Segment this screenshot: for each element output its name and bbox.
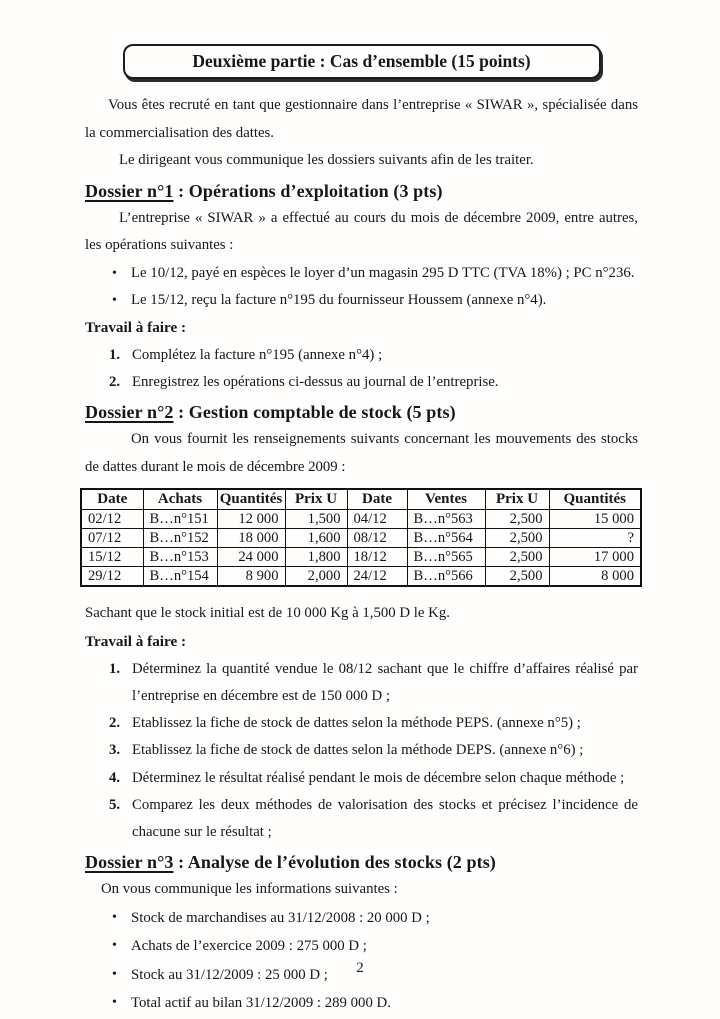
numbered-item-text: Etablissez la fiche de stock de dattes selon la méthode PEPS. (annexe n°5) ; (132, 715, 581, 732)
list-item (85, 287, 638, 314)
table-cell: B…n°565 (407, 548, 485, 567)
table-row (81, 510, 641, 529)
table-cell: B…n°564 (407, 529, 485, 548)
dossier1-bullet-list (85, 260, 638, 314)
list-item-text: Total actif au bilan 31/12/2009 : 289 000 D. (131, 994, 391, 1011)
numbered-item (85, 369, 638, 396)
table-cell: ? (549, 529, 641, 548)
dossier1-numbered-list (85, 342, 638, 396)
bullet-icon: • (112, 966, 117, 982)
table-cell: 8 900 (217, 567, 285, 587)
table-cell: 04/12 (347, 510, 407, 529)
item-number: 2. (109, 715, 121, 732)
bullet-icon: • (112, 292, 117, 308)
table-cell: 24 000 (217, 548, 285, 567)
table-cell: 07/12 (81, 529, 143, 548)
list-item-text: Stock de marchandises au 31/12/2008 : 20 000 D ; (131, 909, 430, 926)
dossier1-intro: L’entreprise « SIWAR » a effectué au cours du mois de décembre 2009, entre autres, les opérations suivantes : (85, 209, 638, 253)
list-item-text: Achats de l’exercice 2009 : 275 000 D ; (131, 938, 367, 955)
table-cell: 18/12 (347, 548, 407, 567)
table-cell: 8 000 (549, 567, 641, 587)
table-header-cell: Ventes (407, 489, 485, 510)
dossier2-heading (85, 399, 638, 425)
dossier3-heading (85, 849, 638, 875)
numbered-item (85, 656, 638, 710)
table-cell: 15/12 (81, 548, 143, 567)
list-item-text: Stock au 31/12/2009 : 25 000 D ; (131, 966, 328, 983)
bullet-icon: • (112, 994, 117, 1010)
item-number: 4. (109, 769, 121, 786)
table-cell: 15 000 (549, 510, 641, 529)
dossier1-heading (85, 178, 638, 204)
item-number: 3. (109, 742, 121, 759)
bullet-icon: • (112, 938, 117, 954)
table-row (81, 548, 641, 567)
table-cell: 17 000 (549, 548, 641, 567)
numbered-item (85, 342, 638, 369)
table-header-cell: Date (81, 489, 143, 510)
stock-movements-table (80, 488, 642, 587)
list-item (85, 904, 638, 932)
dossier3-heading-number: Dossier n°3 (85, 852, 174, 873)
table-cell: B…n°153 (143, 548, 217, 567)
table-header-cell: Achats (143, 489, 217, 510)
table-header-cell: Prix U (485, 489, 549, 510)
table-header-row (81, 489, 641, 510)
numbered-item-text: Comparez les deux méthodes de valorisation des stocks et précisez l’incidence de chacune sur le résultat ; (132, 796, 638, 841)
item-number: 5. (109, 796, 121, 813)
intro-paragraph-1: Vous êtes recruté en tant que gestionnaire dans l’entreprise « SIWAR », spécialisée dans la commercialisation des dattes. (85, 97, 638, 141)
intro-paragraph-2: Le dirigeant vous communique les dossiers suivants afin de les traiter. (119, 152, 534, 168)
dossier1-heading-number: Dossier n°1 (85, 180, 174, 201)
table-cell: 2,500 (485, 510, 549, 529)
table-cell: 1,500 (285, 510, 347, 529)
item-number: 1. (109, 660, 121, 677)
dossier3-heading-title: : Analyse de l’évolution des stocks (2 pts) (173, 852, 496, 873)
table-cell: 2,000 (285, 567, 347, 587)
list-item (85, 989, 638, 1017)
dossier2-heading-number: Dossier n°2 (85, 402, 174, 423)
list-item (85, 932, 638, 960)
dossier1-travail-label: Travail à faire : (85, 318, 187, 336)
bullet-icon: • (112, 909, 117, 925)
table-cell: B…n°154 (143, 567, 217, 587)
table-cell: B…n°563 (407, 510, 485, 529)
table-cell: 12 000 (217, 510, 285, 529)
table-cell: 1,800 (285, 548, 347, 567)
dossier2-travail-label: Travail à faire : (85, 632, 187, 650)
table-cell: 24/12 (347, 567, 407, 587)
list-item (85, 260, 638, 287)
item-number: 2. (109, 374, 121, 391)
table-cell: 18 000 (217, 529, 285, 548)
table-header-cell: Quantités (549, 489, 641, 510)
numbered-item-text: Etablissez la fiche de stock de dattes selon la méthode DEPS. (annexe n°6) ; (132, 742, 584, 759)
page-number: 2 (356, 960, 364, 976)
numbered-item-text: Complétez la facture n°195 (annexe n°4) ; (132, 346, 383, 363)
table-header-cell: Prix U (285, 489, 347, 510)
numbered-item (85, 737, 638, 764)
numbered-item (85, 792, 638, 846)
bullet-icon: • (112, 265, 117, 281)
table-cell: 2,500 (485, 529, 549, 548)
table-cell: 29/12 (81, 567, 143, 587)
dossier1-heading-title: : Opérations d’exploitation (3 pts) (173, 180, 443, 201)
numbered-item (85, 710, 638, 737)
numbered-item-text: Enregistrez les opérations ci-dessus au journal de l’entreprise. (132, 374, 499, 391)
table-cell: 2,500 (485, 548, 549, 567)
list-item-text: Le 10/12, payé en espèces le loyer d’un magasin 295 D TTC (TVA 18%) ; PC n°236. (131, 264, 635, 281)
numbered-item-text: Déterminez le résultat réalisé pendant le mois de décembre selon chaque méthode ; (132, 769, 625, 786)
numbered-item-text: Déterminez la quantité vendue le 08/12 sachant que le chiffre d’affaires réalisé par l’entreprise en décembre est de 150 000 D ; (132, 660, 638, 705)
table-row (81, 529, 641, 548)
numbered-item (85, 765, 638, 792)
dossier2-intro: On vous fournit les renseignements suivants concernant les mouvements des stocks de dattes durant le mois de décembre 2009 : (85, 431, 638, 475)
table-cell: 08/12 (347, 529, 407, 548)
dossier2-numbered-list (85, 656, 638, 846)
table-row (81, 567, 641, 587)
table-header-cell: Quantités (217, 489, 285, 510)
table-cell: 1,600 (285, 529, 347, 548)
table-cell: B…n°151 (143, 510, 217, 529)
item-number: 1. (109, 346, 121, 363)
dossier2-heading-title: : Gestion comptable de stock (5 pts) (173, 402, 456, 423)
list-item-text: Le 15/12, reçu la facture n°195 du fournisseur Houssem (annexe n°4). (131, 291, 547, 308)
table-cell: B…n°152 (143, 529, 217, 548)
dossier3-intro: On vous communique les informations suivantes : (101, 881, 398, 898)
page-title: Deuxième partie : Cas d’ensemble (15 points) (192, 51, 531, 71)
table-cell: B…n°566 (407, 567, 485, 587)
table-cell: 02/12 (81, 510, 143, 529)
title-box (123, 44, 601, 79)
table-header-cell: Date (347, 489, 407, 510)
table-cell: 2,500 (485, 567, 549, 587)
stock-initial-note: Sachant que le stock initial est de 10 000 Kg à 1,500 D le Kg. (85, 605, 450, 622)
